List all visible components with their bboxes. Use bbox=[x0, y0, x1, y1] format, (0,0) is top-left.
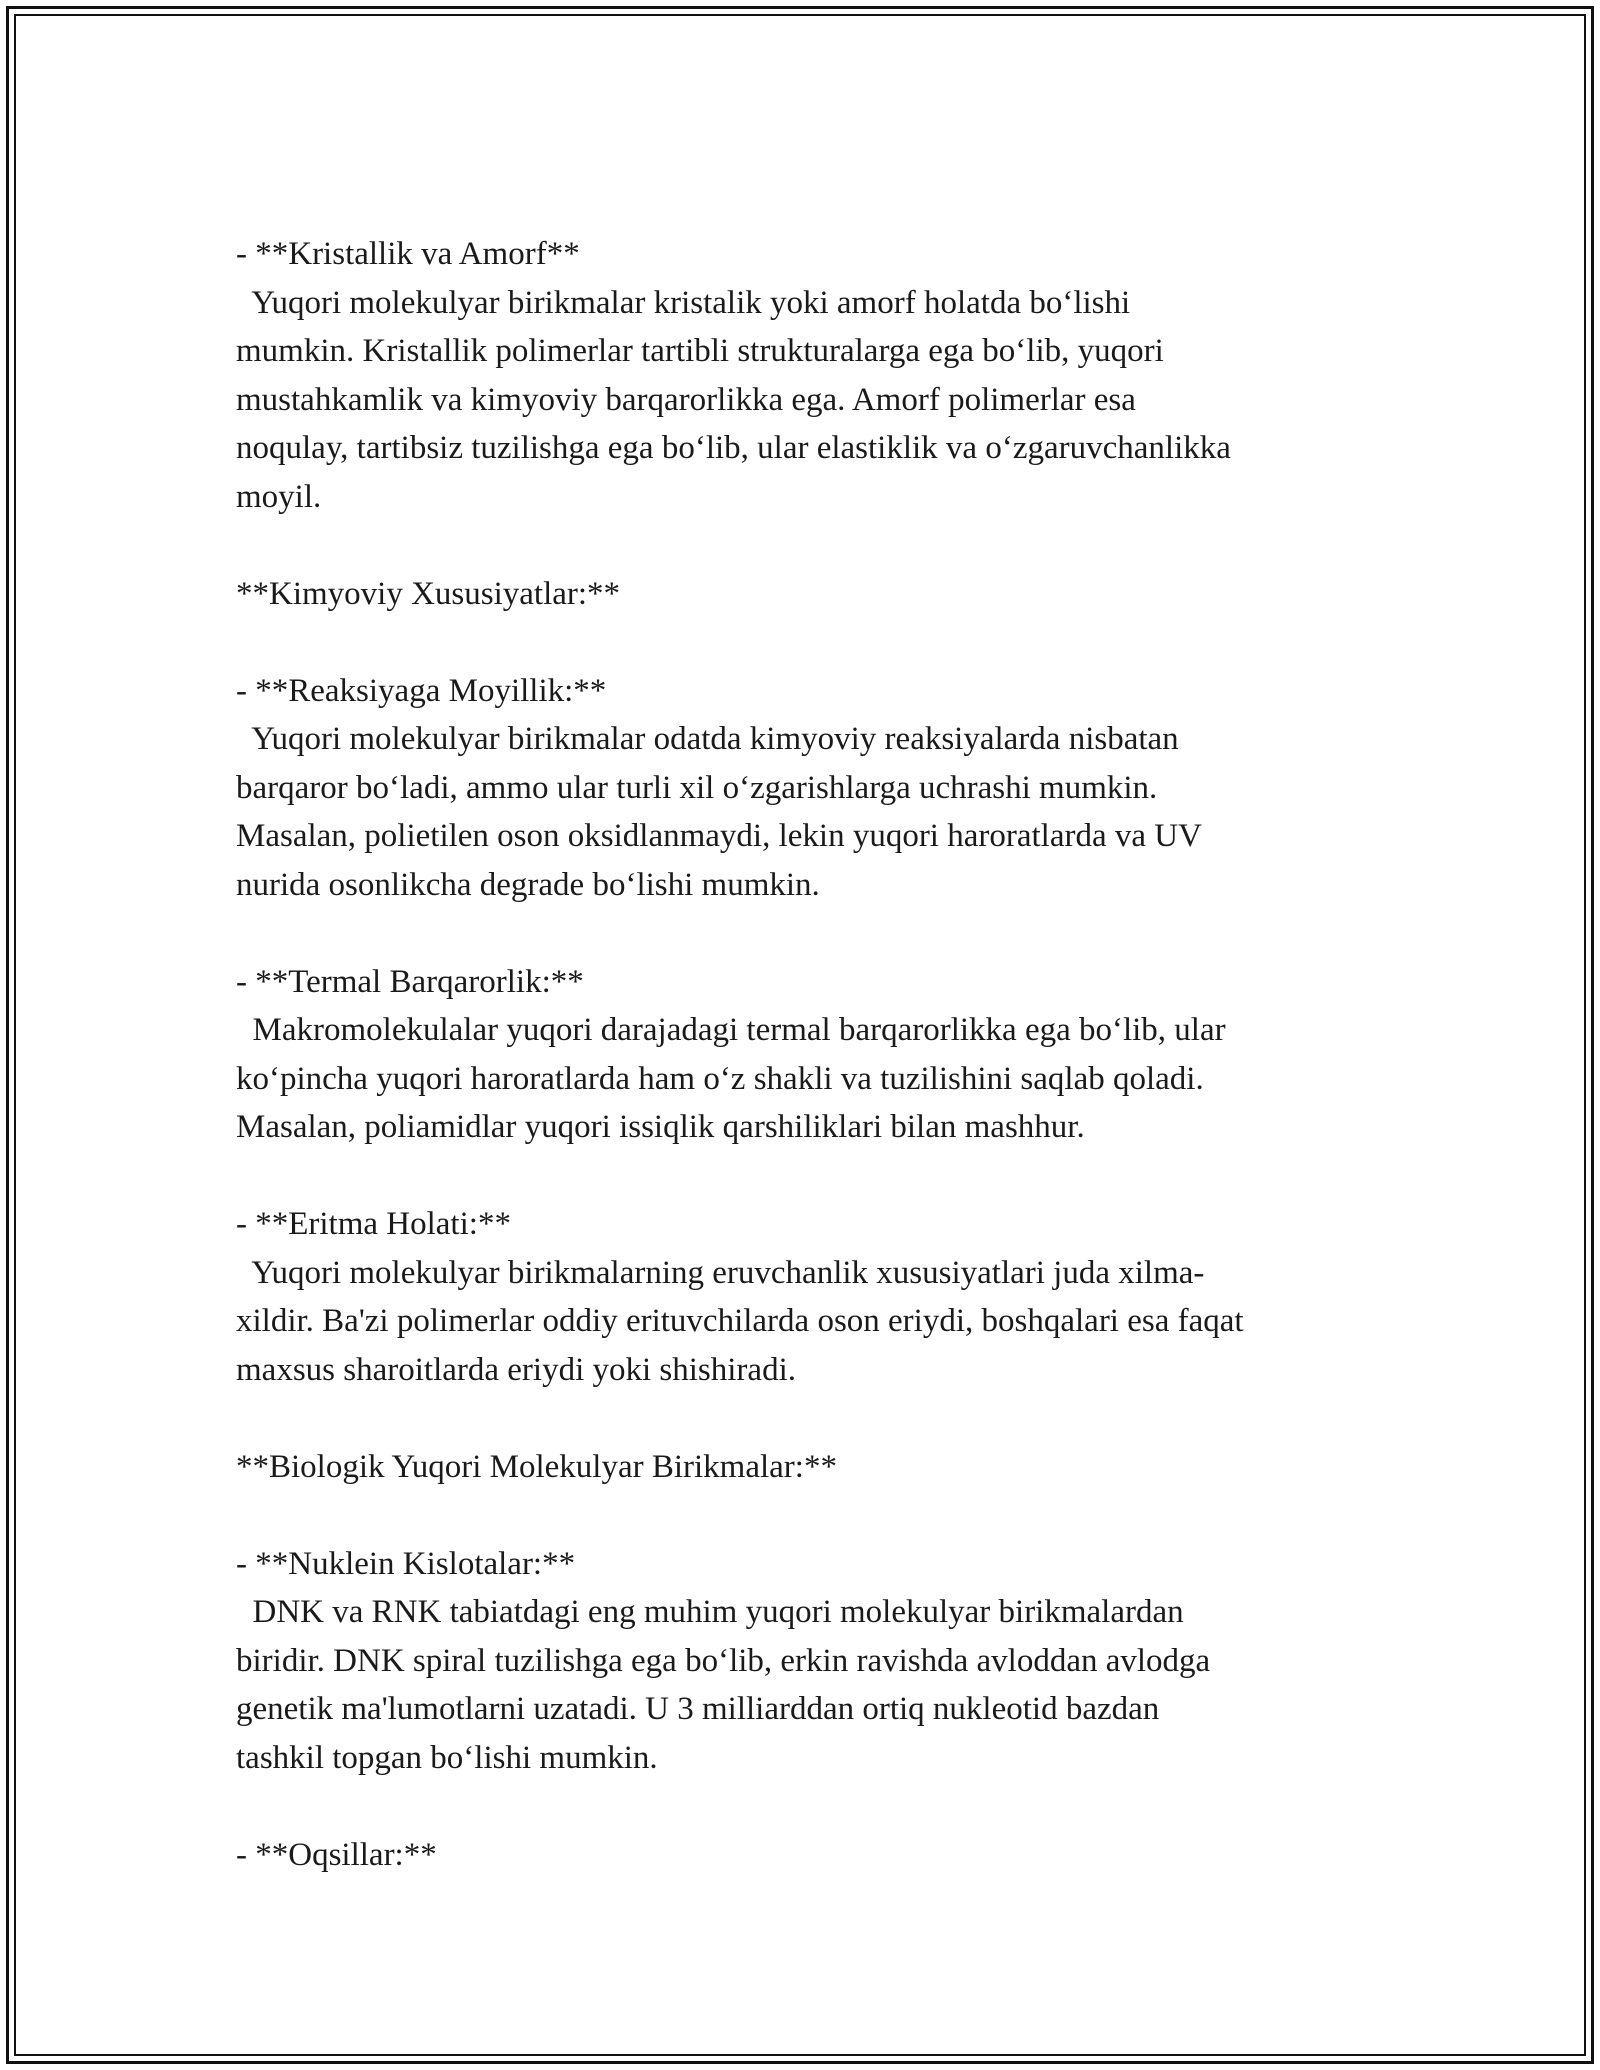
paragraph-line: noqulay, tartibsiz tuzilishga ega bo‘lib, ular elastiklik va o‘zgaruvchanlikka bbox=[236, 430, 1231, 466]
paragraph-line: Yuqori molekulyar birikmalar odatda kimyoviy reaksiyalarda nisbatan bbox=[236, 721, 1179, 757]
paragraph-line: nurida osonlikcha degrade bo‘lishi mumkin. bbox=[236, 866, 820, 903]
paragraph-line: tashkil topgan bo‘lishi mumkin. bbox=[236, 1739, 658, 1776]
bullet-heading-reaksiyaga: - **Reaksiyaga Moyillik:** bbox=[236, 672, 607, 709]
paragraph-line: moyil. bbox=[236, 478, 322, 515]
paragraph-line: genetik ma'lumotlarni uzatadi. U 3 milliarddan ortiq nukleotid bazdan bbox=[236, 1691, 1160, 1727]
blank-line bbox=[236, 1782, 1366, 1831]
section-heading-biologik: **Biologik Yuqori Molekulyar Birikmalar:** bbox=[236, 1448, 837, 1485]
bullet-heading-eritma: - **Eritma Holati:** bbox=[236, 1206, 511, 1242]
document-body bbox=[236, 230, 1366, 1879]
paragraph-line: Masalan, polietilen oson oksidlanmaydi, lekin yuqori haroratlarda va UV bbox=[236, 818, 1202, 854]
bullet-heading-termal: - **Termal Barqarorlik:** bbox=[236, 963, 584, 1000]
blank-line bbox=[236, 909, 1366, 958]
blank-line bbox=[236, 521, 1366, 570]
blank-line bbox=[236, 1394, 1366, 1443]
paragraph-line: Masalan, poliamidlar yuqori issiqlik qarshiliklari bilan mashhur. bbox=[236, 1109, 1085, 1145]
bullet-heading-nuklein: - **Nuklein Kislotalar:** bbox=[236, 1545, 576, 1582]
paragraph-line: ko‘pincha yuqori haroratlarda ham o‘z shakli va tuzilishini saqlab qoladi. bbox=[236, 1060, 1204, 1097]
paragraph-line: mustahkamlik va kimyoviy barqarorlikka ega. Amorf polimerlar esa bbox=[236, 381, 1136, 418]
paragraph-line: barqaror bo‘ladi, ammo ular turli xil o‘zgarishlarga uchrashi mumkin. bbox=[236, 769, 1158, 806]
bullet-heading-oqsillar: - **Oqsillar:** bbox=[236, 1836, 437, 1873]
paragraph-line: Makromolekulalar yuqori darajadagi termal barqarorlikka ega bo‘lib, ular bbox=[236, 1012, 1226, 1048]
paragraph-line: Yuqori molekulyar birikmalar kristalik yoki amorf holatda bo‘lishi bbox=[236, 284, 1131, 321]
paragraph-line: xildir. Ba'zi polimerlar oddiy erituvchilarda oson eriydi, boshqalari esa faqat bbox=[236, 1303, 1244, 1339]
section-heading-kimyoviy: **Kimyoviy Xususiyatlar:** bbox=[236, 575, 621, 612]
bullet-heading-kristallik: - **Kristallik va Amorf** bbox=[236, 236, 580, 272]
blank-line bbox=[236, 1491, 1366, 1540]
paragraph-line: biridir. DNK spiral tuzilishga ega bo‘lib, erkin ravishda avloddan avlodga bbox=[236, 1642, 1211, 1679]
blank-line bbox=[236, 1152, 1366, 1201]
paragraph-line: maxsus sharoitlarda eriydi yoki shishiradi. bbox=[236, 1351, 796, 1388]
blank-line bbox=[236, 618, 1366, 667]
paragraph-line: Yuqori molekulyar birikmalarning eruvchanlik xususiyatlari juda xilma- bbox=[236, 1254, 1205, 1291]
paragraph-line: mumkin. Kristallik polimerlar tartibli strukturalarga ega bo‘lib, yuqori bbox=[236, 333, 1164, 369]
paragraph-line: DNK va RNK tabiatdagi eng muhim yuqori molekulyar birikmalardan bbox=[236, 1594, 1184, 1630]
